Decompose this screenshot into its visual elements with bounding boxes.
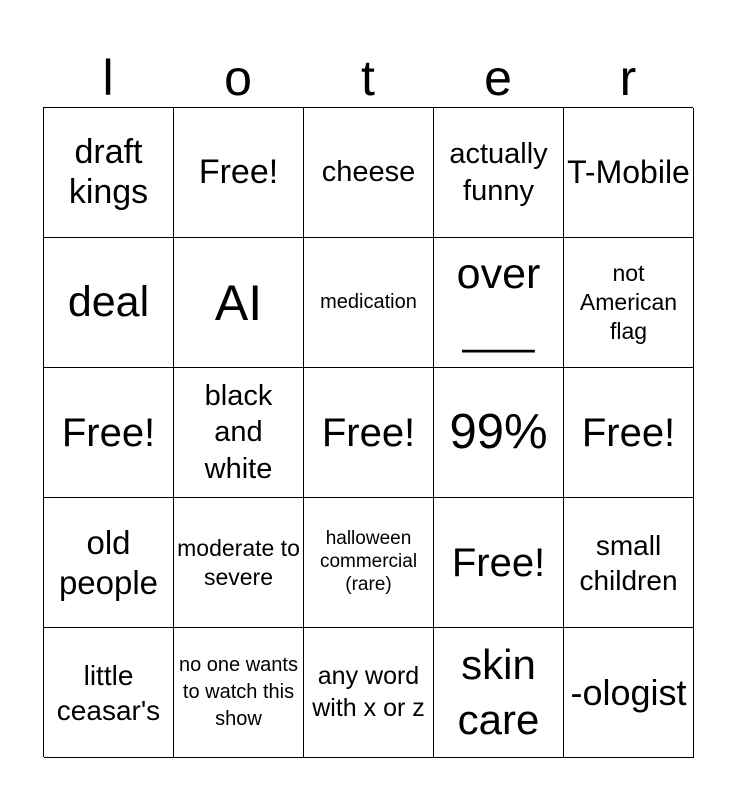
bingo-cell[interactable] — [434, 628, 564, 758]
cell-text: 99% — [449, 405, 548, 460]
cell-text: Free! — [321, 410, 416, 455]
free-space-cell[interactable] — [434, 498, 564, 628]
cell-text: cheese — [321, 156, 416, 189]
cell-text: any word with x or z — [312, 662, 425, 722]
bingo-cell[interactable] — [44, 498, 174, 628]
cell-text: Free! — [581, 410, 676, 455]
cell-text: medication — [320, 291, 417, 313]
cell-text: old people — [58, 523, 159, 601]
cell-text: deal — [67, 277, 150, 326]
cell-text: not American flag — [579, 260, 678, 344]
free-space-cell[interactable] — [44, 368, 174, 498]
bingo-cell[interactable] — [564, 238, 694, 368]
bingo-cell[interactable] — [564, 628, 694, 758]
cell-text: no one wants to watch this show — [179, 654, 298, 730]
cell-text: small children — [579, 529, 678, 596]
cell-text: AI — [214, 274, 263, 331]
free-space-cell[interactable] — [174, 108, 304, 238]
cell-text: over ___ — [456, 249, 541, 354]
header-letter-5: r — [619, 50, 637, 106]
free-space-cell[interactable] — [564, 368, 694, 498]
cell-text: actually funny — [449, 138, 548, 207]
cell-text: -ologist — [570, 671, 687, 713]
bingo-cell[interactable] — [44, 238, 174, 368]
bingo-cell[interactable] — [174, 238, 304, 368]
bingo-cell[interactable] — [304, 498, 434, 628]
cell-text: Free! — [451, 540, 546, 585]
header-letter-2: o — [224, 50, 252, 106]
bingo-cell[interactable] — [434, 238, 564, 368]
bingo-cell[interactable] — [304, 108, 434, 238]
bingo-cell[interactable] — [304, 628, 434, 758]
bingo-cell[interactable] — [434, 368, 564, 498]
bingo-cell[interactable] — [304, 238, 434, 368]
cell-text: Free! — [61, 410, 156, 455]
cell-text: halloween commercial (rare) — [319, 528, 418, 595]
bingo-cell[interactable] — [564, 108, 694, 238]
header-letter-1: l — [102, 50, 114, 106]
bingo-cell[interactable] — [564, 498, 694, 628]
cell-text: moderate to severe — [177, 534, 300, 590]
bingo-cell[interactable] — [44, 628, 174, 758]
bingo-cell[interactable] — [434, 108, 564, 238]
bingo-board — [43, 107, 693, 757]
bingo-cell[interactable] — [44, 108, 174, 238]
header-letter-4: e — [484, 50, 512, 106]
cell-text: black and white — [204, 380, 273, 485]
cell-text: draft kings — [68, 133, 149, 211]
cell-text: T-Mobile — [567, 154, 690, 191]
bingo-cell[interactable] — [174, 628, 304, 758]
free-space-cell[interactable] — [304, 368, 434, 498]
cell-text: Free! — [198, 152, 279, 191]
card-header — [43, 48, 693, 108]
bingo-cell[interactable] — [174, 368, 304, 498]
cell-text: skin care — [457, 640, 540, 743]
header-letter-3: t — [361, 50, 375, 106]
bingo-cell[interactable] — [174, 498, 304, 628]
cell-text: little ceasar's — [56, 659, 161, 726]
